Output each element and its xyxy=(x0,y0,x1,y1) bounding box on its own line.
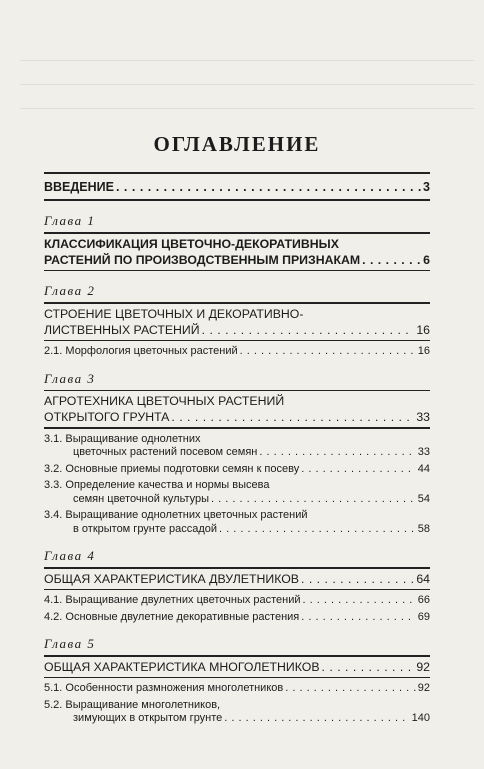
chapter-title-row xyxy=(44,322,430,338)
section-title-line: 3.3. Определение качества и нормы высева xyxy=(44,479,270,491)
chapter-block xyxy=(44,371,430,537)
toc-entry-section[interactable] xyxy=(44,611,430,625)
page-number: 33 xyxy=(416,410,430,424)
chapter-title[interactable] xyxy=(44,569,430,589)
section-list xyxy=(44,341,430,359)
toc-entry-section[interactable] xyxy=(44,699,430,726)
page-number: 54 xyxy=(417,492,430,505)
leader-dots xyxy=(171,409,414,425)
chapter-title[interactable] xyxy=(44,234,430,270)
leader-dots xyxy=(301,611,416,625)
section-list xyxy=(44,590,430,624)
section-title-line: 5.1. Особенности размножения многолетников xyxy=(44,682,284,694)
chapter-title-line: СТРОЕНИЕ ЦВЕТОЧНЫХ И ДЕКОРАТИВНО- xyxy=(44,306,304,321)
chapter-block xyxy=(44,548,430,624)
section-title-line: 3.1. Выращивание однолетних xyxy=(44,432,201,445)
section-title-line: семян цветочной культуры xyxy=(73,492,210,505)
section-title-line: 5.2. Выращивание многолетников, xyxy=(44,698,221,711)
page-number: 33 xyxy=(417,446,430,458)
chapter-title-line: РАСТЕНИЙ ПО ПРОИЗВОДСТВЕННЫМ ПРИЗНАКАМ xyxy=(44,252,361,267)
chapter-title[interactable] xyxy=(44,391,430,427)
entry-label: ВВЕДЕНИЕ xyxy=(44,180,114,194)
leader-dots xyxy=(303,594,416,608)
leader-dots xyxy=(219,523,416,537)
leader-dots xyxy=(116,180,421,194)
page-number: 92 xyxy=(417,682,430,694)
leader-dots xyxy=(285,682,416,696)
toc-entry-section[interactable] xyxy=(44,433,430,460)
toc-entry-intro[interactable] xyxy=(44,174,430,199)
chapter-title-row xyxy=(44,571,430,587)
leader-dots xyxy=(211,493,416,507)
toc-entry-section[interactable] xyxy=(44,345,430,359)
section-list xyxy=(44,429,430,537)
chapter-title-line: ОБЩАЯ ХАРАКТЕРИСТИКА ДВУЛЕТНИКОВ xyxy=(44,571,299,586)
page-number: 58 xyxy=(417,522,430,535)
section-title-line: цветочных растений посевом семян xyxy=(73,446,258,458)
divider xyxy=(44,199,430,201)
toc-entry-section[interactable] xyxy=(44,463,430,477)
section-title-row xyxy=(44,493,430,507)
chapter-title-line: КЛАССИФИКАЦИЯ ЦВЕТОЧНО-ДЕКОРАТИВНЫХ xyxy=(44,236,339,251)
leader-dots xyxy=(362,252,421,268)
section-title-row xyxy=(44,682,430,696)
chapter-title-row xyxy=(44,659,430,675)
page-number: 64 xyxy=(416,571,430,586)
section-title-row xyxy=(44,712,430,726)
leader-dots xyxy=(301,571,414,587)
section-title-line: в открытом грунте рассадой xyxy=(73,522,218,535)
section-title-line: 3.2. Основные приемы подготовки семян к посеву xyxy=(44,462,300,475)
leader-dots xyxy=(322,659,415,675)
chapter-block xyxy=(44,283,430,359)
chapter-label: Глава 4 xyxy=(44,548,96,563)
chapter-title-row xyxy=(44,409,430,425)
page-number: 16 xyxy=(416,322,430,337)
section-title-line: 4.2. Основные двулетние декоративные растения xyxy=(44,610,300,623)
section-title-line: 4.1. Выращивание двулетних цветочных растений xyxy=(44,594,301,606)
section-title-row xyxy=(44,345,430,359)
chapter-label: Глава 1 xyxy=(44,213,96,228)
chapter-label: Глава 5 xyxy=(44,636,96,651)
leader-dots xyxy=(202,322,415,338)
page-number: 6 xyxy=(423,252,430,267)
section-list xyxy=(44,678,430,726)
page-title: ОГЛАВЛЕНИЕ xyxy=(153,132,321,156)
toc-entry-section[interactable] xyxy=(44,509,430,536)
page-number: 3 xyxy=(423,180,430,194)
divider xyxy=(44,270,430,272)
page-number: 66 xyxy=(417,594,430,606)
toc-entry-section[interactable] xyxy=(44,682,430,696)
chapter-title-line: ЛИСТВЕННЫХ РАСТЕНИЙ xyxy=(44,322,200,337)
chapter-list xyxy=(44,213,430,726)
chapter-block xyxy=(44,636,430,726)
leader-dots xyxy=(240,345,416,359)
section-title-line: 3.4. Выращивание однолетних цветочных растений xyxy=(44,509,308,521)
chapter-title-line: ОБЩАЯ ХАРАКТЕРИСТИКА МНОГОЛЕТНИКОВ xyxy=(44,659,320,674)
leader-dots xyxy=(259,446,415,460)
section-title-row xyxy=(44,594,430,608)
section-title-row xyxy=(44,446,430,460)
section-title-line: 2.1. Морфология цветочных растений xyxy=(44,345,238,357)
page-number: 69 xyxy=(417,610,430,623)
section-title-row xyxy=(44,523,430,537)
chapter-title-line: АГРОТЕХНИКА ЦВЕТОЧНЫХ РАСТЕНИЙ xyxy=(44,394,285,408)
chapter-title-row xyxy=(44,252,430,268)
page-number: 140 xyxy=(411,712,430,724)
page-number: 92 xyxy=(416,659,430,674)
toc-entry-section[interactable] xyxy=(44,479,430,506)
leader-dots xyxy=(224,712,409,726)
table-of-contents xyxy=(44,132,430,729)
chapter-title-line: ОТКРЫТОГО ГРУНТА xyxy=(44,410,170,424)
page-number: 44 xyxy=(417,462,430,475)
toc-entry-section[interactable] xyxy=(44,594,430,608)
page-number: 16 xyxy=(417,345,430,357)
leader-dots xyxy=(301,463,416,477)
chapter-title[interactable] xyxy=(44,304,430,340)
chapter-label: Глава 2 xyxy=(44,283,96,298)
section-title-row xyxy=(44,463,430,477)
chapter-label: Глава 3 xyxy=(44,370,96,386)
section-title-line: зимующих в открытом грунте xyxy=(73,712,223,724)
chapter-block xyxy=(44,213,430,271)
section-title-row xyxy=(44,611,430,625)
chapter-title[interactable] xyxy=(44,657,430,677)
